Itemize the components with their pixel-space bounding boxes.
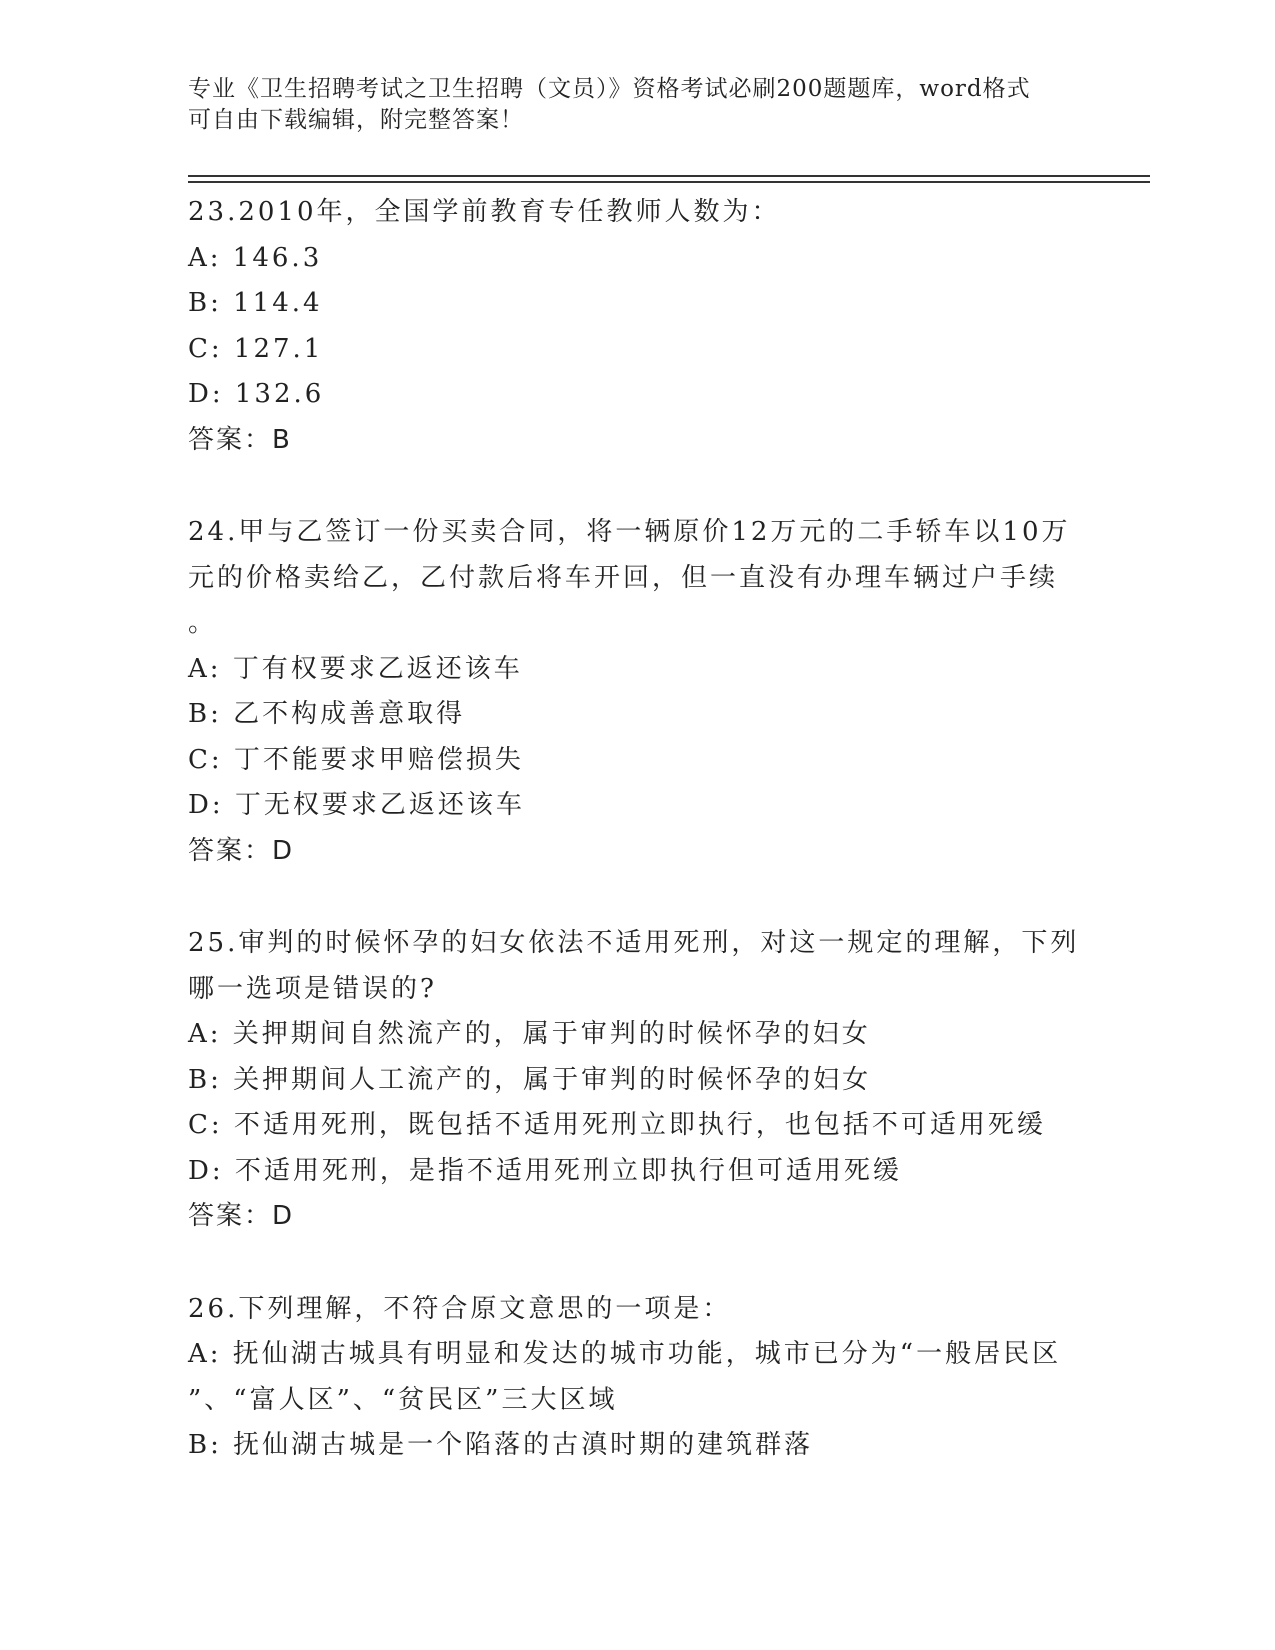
question-24 (188, 510, 1088, 874)
answer: 答案：B (188, 424, 292, 455)
option-b: B: 114.4 (188, 288, 323, 318)
answer: 答案：D (188, 1201, 295, 1231)
option-d: D: 不适用死刑，是指不适用死刑立即执行但可适用死缓 (188, 1155, 902, 1186)
option-a: A: 关押期间自然流产的，属于审判的时候怀孕的妇女 (188, 1019, 871, 1049)
question-23 (188, 190, 1088, 463)
option-a-line-2: ”、“富人区”、“贫民区”三大区域 (188, 1384, 618, 1415)
option-a: A: 丁有权要求乙返还该车 (188, 653, 523, 684)
option-c: C: 127.1 (188, 333, 324, 364)
option-d: D: 132.6 (188, 379, 325, 409)
question-stem-line-3: 。 (188, 608, 218, 638)
question-stem-line-1: 25.审判的时候怀孕的妇女依法不适用死刑，对这一规定的理解，下列 (188, 928, 1080, 958)
header-divider-bottom (188, 181, 1150, 183)
header-divider-top (188, 175, 1150, 177)
question-list (188, 190, 1088, 1516)
question-stem-line-1: 24.甲与乙签订一份买卖合同，将一辆原价12万元的二手轿车以10万 (188, 517, 1071, 547)
option-a-line-1: A: 抚仙湖古城具有明显和发达的城市功能，城市已分为“一般居民区 (188, 1339, 1062, 1369)
question-26 (188, 1287, 1088, 1469)
option-d: D: 丁无权要求乙返还该车 (188, 790, 525, 820)
document-header (188, 74, 1068, 136)
option-c: C: 不适用死刑，既包括不适用死刑立即执行，也包括不可适用死缓 (188, 1110, 1046, 1140)
option-c: C: 丁不能要求甲赔偿损失 (188, 744, 524, 775)
question-stem-line-2: 元的价格卖给乙，乙付款后将车开回，但一直没有办理车辆过户手续 (188, 562, 1059, 593)
question-stem: 26.下列理解，不符合原文意思的一项是： (188, 1293, 732, 1324)
option-b: B: 乙不构成善意取得 (188, 699, 466, 729)
question-stem: 23.2010年，全国学前教育专任教师人数为： (188, 197, 781, 227)
question-25 (188, 921, 1088, 1240)
answer: 答案：D (188, 835, 295, 866)
option-a: A: 146.3 (188, 242, 323, 273)
option-b: B: 抚仙湖古城是一个陷落的古滇时期的建筑群落 (188, 1430, 814, 1460)
question-stem-line-2: 哪一选项是错误的? (188, 973, 437, 1004)
header-line-2: 可自由下载编辑，附完整答案！ (188, 107, 524, 133)
header-line-1: 专业《卫生招聘考试之卫生招聘（文员）》资格考试必刷200题题库，word格式 (188, 76, 1031, 102)
option-b: B: 关押期间人工流产的，属于审判的时候怀孕的妇女 (188, 1064, 872, 1095)
